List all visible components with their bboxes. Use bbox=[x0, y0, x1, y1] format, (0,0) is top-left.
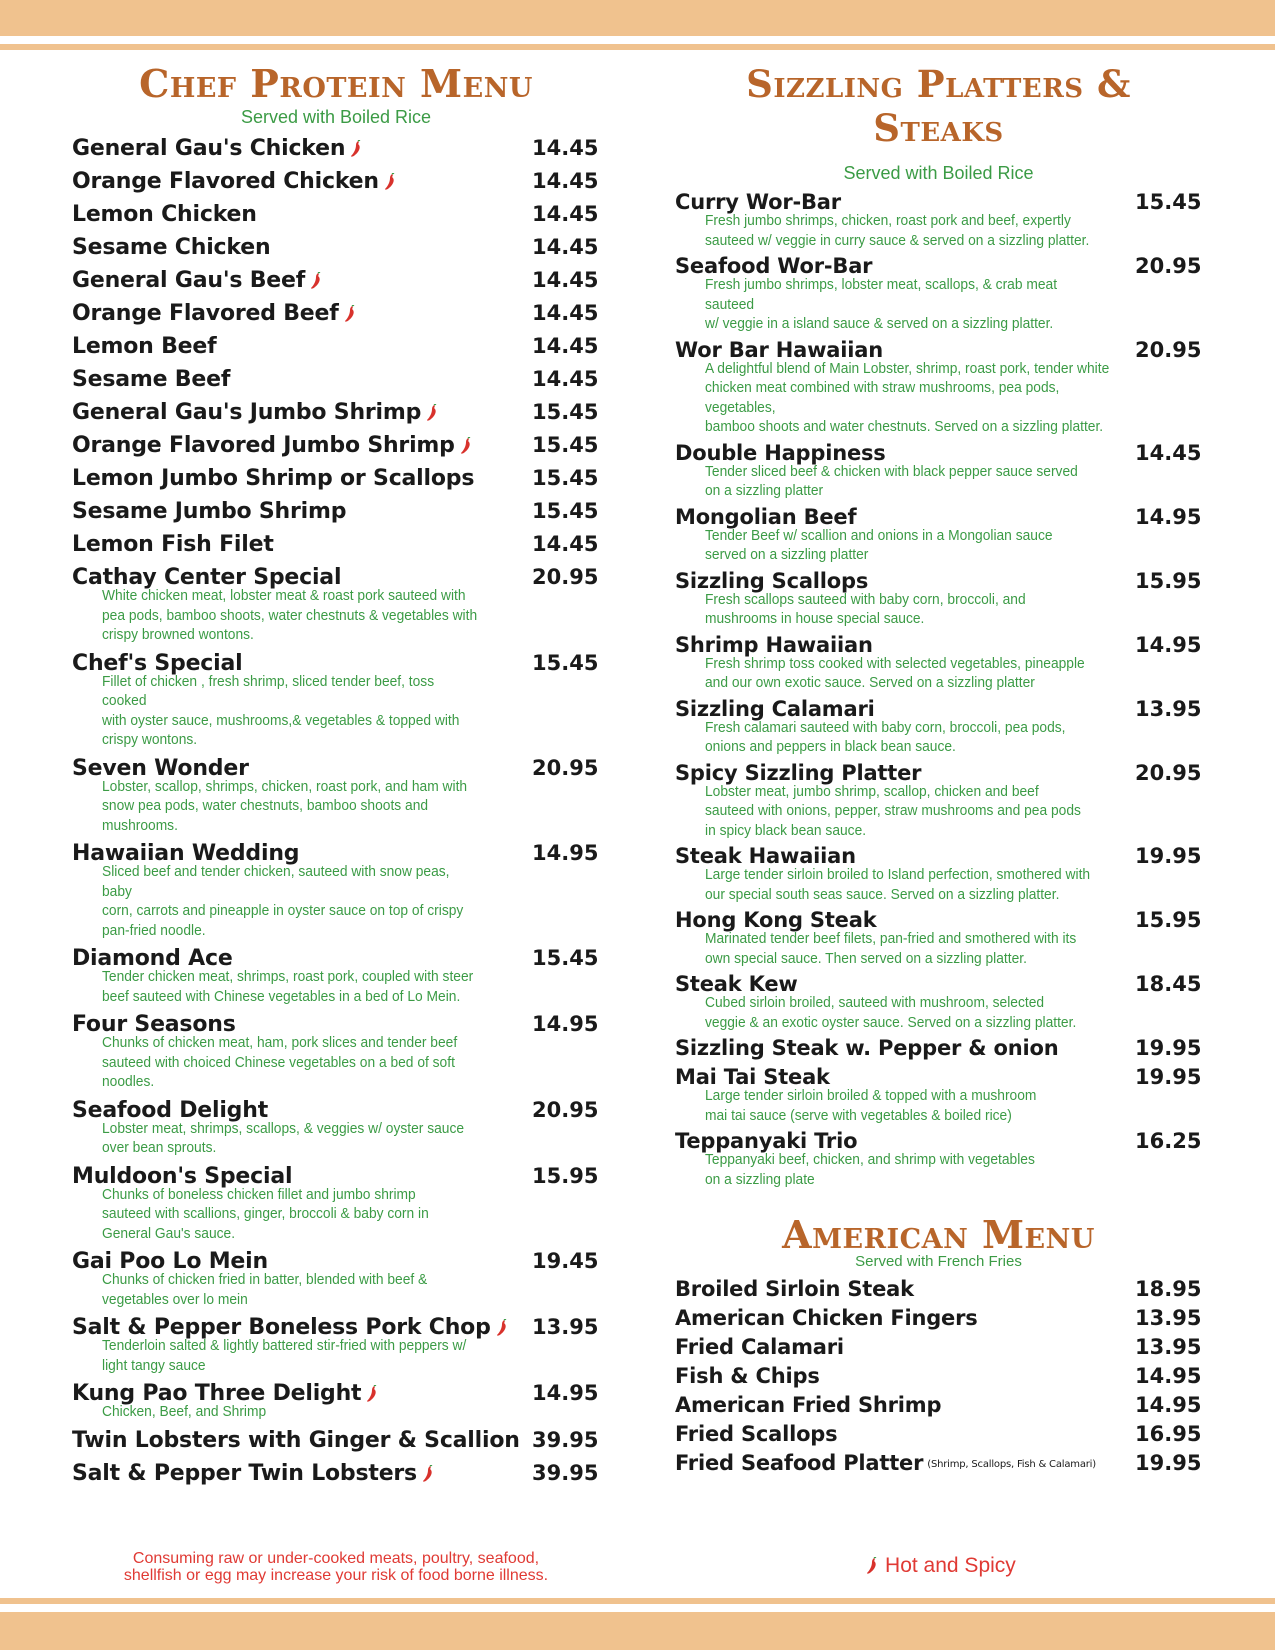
menu-item-name-text: Steak Kew bbox=[675, 972, 798, 996]
menu-item-price: 18.95 bbox=[1135, 1277, 1202, 1301]
menu-item-name-text: Shrimp Hawaiian bbox=[675, 632, 873, 657]
menu-item-name-text: Muldoon's Special bbox=[72, 1163, 293, 1189]
chili-pepper-icon bbox=[343, 305, 357, 323]
menu-item-price: 15.45 bbox=[532, 946, 599, 970]
menu-item-name bbox=[72, 1457, 435, 1490]
menu-item-price: 14.45 bbox=[532, 268, 599, 292]
menu-item-description: A delightful blend of Main Lobster, shrimp, roast pork, tender white chicken meat combined with straw mushrooms, pea pods, vegetables, bamboo shoots and water chestnuts. Served on a sizzling platter. bbox=[705, 359, 1110, 435]
menu-item-row bbox=[675, 1034, 1202, 1063]
menu-item-name bbox=[675, 1333, 844, 1362]
menu-item-note: (Shrimp, Scallops, Fish & Calamari) bbox=[927, 1458, 1096, 1470]
menu-item-price: 39.95 bbox=[532, 1427, 599, 1452]
menu-item bbox=[675, 970, 1202, 1034]
chili-pepper-icon bbox=[459, 437, 473, 455]
menu-item-name-text: Fried Scallops bbox=[675, 1422, 838, 1446]
menu-item-name-text: Lemon Chicken bbox=[72, 202, 257, 227]
chili-pepper-icon bbox=[425, 404, 439, 422]
top-border-band bbox=[0, 0, 1275, 36]
menu-item-name bbox=[675, 1391, 941, 1420]
menu-item bbox=[675, 439, 1202, 503]
menu-item bbox=[675, 695, 1202, 759]
menu-item-price: 14.95 bbox=[532, 1012, 599, 1036]
menu-item-price: 14.45 bbox=[532, 301, 599, 325]
menu-item-name-text: Seven Wonder bbox=[72, 755, 249, 781]
menu-item-row bbox=[72, 1424, 600, 1457]
menu-item-name-text: Seafood Wor-Bar bbox=[675, 254, 873, 278]
menu-item-price: 14.95 bbox=[532, 1381, 599, 1405]
menu-item-price: 15.95 bbox=[1135, 568, 1202, 593]
menu-item bbox=[72, 330, 600, 363]
menu-item-description: Fresh shrimp toss cooked with selected vegetables, pineapple and our own exotic sauce. Served on a sizzling platter bbox=[705, 654, 1085, 691]
menu-item-description: Fresh jumbo shrimps, chicken, roast pork and beef, expertly sauteed w/ veggie in curry sauce & served on a sizzling platter. bbox=[705, 212, 1090, 249]
menu-item-price: 13.95 bbox=[1135, 1335, 1202, 1359]
menu-item-name bbox=[72, 363, 230, 396]
menu-item-name-text: Orange Flavored Chicken bbox=[72, 169, 379, 194]
menu-item bbox=[72, 1160, 600, 1246]
menu-item bbox=[675, 1449, 1202, 1479]
menu-item-name-text: Diamond Ace bbox=[72, 946, 233, 971]
menu-item bbox=[675, 503, 1202, 567]
menu-item bbox=[675, 336, 1202, 439]
menu-item-name-text: Sizzling Calamari bbox=[675, 696, 875, 721]
menu-item-description: Large tender sirloin broiled & topped with a mushroom mai tai sauce (serve with vegetables & boiled rice) bbox=[705, 1087, 1037, 1124]
menu-item-name-text: Gai Poo Lo Mein bbox=[72, 1249, 268, 1274]
menu-item-row bbox=[72, 231, 600, 264]
menu-item-price: 14.95 bbox=[532, 841, 599, 865]
menu-item-row bbox=[72, 363, 600, 396]
menu-item bbox=[72, 1311, 600, 1377]
menu-item-name-text: Fish & Chips bbox=[675, 1364, 820, 1388]
menu-item-row bbox=[72, 132, 600, 165]
menu-item-name-text: American Fried Shrimp bbox=[675, 1393, 942, 1417]
menu-item bbox=[72, 1008, 600, 1094]
menu-item bbox=[72, 231, 600, 264]
menu-item-description: Tender Beef w/ scallion and onions in a Mongolian sauce served on a sizzling platter bbox=[705, 526, 1053, 563]
menu-item-description: Fillet of chicken , fresh shrimp, sliced tender beef, toss cooked with oyster sauce, mushrooms,& vegetables & topped with crispy wontons. bbox=[102, 672, 460, 748]
menu-item bbox=[72, 462, 600, 495]
spicy-legend bbox=[675, 1553, 1202, 1579]
menu-item-price: 20.95 bbox=[1135, 760, 1202, 785]
sizzling-subtitle: Served with Boiled Rice bbox=[843, 163, 1034, 183]
menu-item-price: 15.45 bbox=[532, 650, 599, 675]
menu-item bbox=[72, 264, 600, 297]
menu-item bbox=[675, 1362, 1202, 1391]
menu-item-name-text: Sizzling Steak w. Pepper & onion bbox=[675, 1036, 1059, 1060]
menu-item-description: Fresh scallops sauteed with baby corn, broccoli, and mushrooms in house special sauce. bbox=[705, 590, 1026, 627]
menu-item-price: 14.95 bbox=[1135, 504, 1202, 529]
menu-item-price: 18.45 bbox=[1135, 972, 1202, 996]
chef-protein-column bbox=[72, 62, 600, 1490]
menu-item-price: 15.45 bbox=[1135, 190, 1202, 214]
menu-item-name-text: Wor Bar Hawaiian bbox=[675, 337, 883, 362]
menu-item-price: 14.45 bbox=[532, 235, 599, 259]
menu-item-price: 14.95 bbox=[1135, 1393, 1202, 1417]
menu-item-price: 14.45 bbox=[532, 367, 599, 391]
menu-item bbox=[675, 1063, 1202, 1127]
menu-item bbox=[72, 752, 600, 838]
chili-pepper-icon bbox=[349, 140, 363, 158]
menu-item-description: Tender sliced beef & chicken with black pepper sauce served on a sizzling platter bbox=[705, 462, 1078, 499]
menu-item bbox=[675, 1034, 1202, 1063]
menu-item-row bbox=[72, 198, 600, 231]
menu-item-row bbox=[72, 429, 600, 462]
menu-item-name bbox=[72, 132, 363, 165]
menu-item bbox=[675, 1275, 1202, 1304]
menu-item-name-text: Broiled Sirloin Steak bbox=[675, 1277, 914, 1301]
menu-item-price: 14.45 bbox=[532, 136, 599, 160]
menu-item-price: 14.95 bbox=[1135, 1364, 1202, 1388]
menu-item-price: 16.25 bbox=[1135, 1129, 1202, 1153]
menu-item-description: Lobster meat, shrimps, scallops, & veggies w/ oyster sauce over bean sprouts. bbox=[102, 1119, 465, 1156]
menu-item-name bbox=[72, 198, 257, 231]
menu-item-price: 15.95 bbox=[1135, 908, 1202, 932]
menu-item-name-text: Double Happiness bbox=[675, 440, 886, 465]
sizzling-title: Sizzling Platters & Steaks bbox=[746, 62, 1131, 150]
menu-item-description: Marinated tender beef filets, pan-fried and smothered with its own special sauce. Then served on a sizzling platter. bbox=[705, 930, 1077, 967]
menu-item-price: 13.95 bbox=[532, 1315, 599, 1339]
menu-item bbox=[72, 528, 600, 561]
menu-item-name-text: Teppanyaki Trio bbox=[675, 1129, 858, 1153]
menu-item-name bbox=[675, 1420, 837, 1449]
menu-item-name bbox=[675, 1304, 978, 1333]
menu-item bbox=[675, 631, 1202, 695]
menu-item-name bbox=[72, 495, 346, 528]
menu-item-name-text: Fried Calamari bbox=[675, 1335, 844, 1359]
menu-item-name-text: Sesame Jumbo Shrimp bbox=[72, 499, 347, 524]
american-menu-section bbox=[675, 1213, 1202, 1479]
menu-item-description: Large tender sirloin broiled to Island perfection, smothered with our special south seas sauce. Served on a sizzling platter. bbox=[705, 866, 1091, 903]
menu-item-price: 19.95 bbox=[1135, 1451, 1202, 1475]
bottom-border-band bbox=[0, 1612, 1275, 1650]
menu-item-name-text: Hawaiian Wedding bbox=[72, 841, 300, 866]
menu-item-name bbox=[72, 297, 357, 330]
menu-item-name-text: Spicy Sizzling Platter bbox=[675, 760, 922, 785]
menu-item-description: Chunks of chicken fried in batter, blended with beef & vegetables over lo mein bbox=[102, 1271, 428, 1308]
menu-item-price: 15.45 bbox=[532, 400, 599, 424]
american-menu-subtitle: Served with French Fries bbox=[855, 1253, 1022, 1270]
menu-item-description: Lobster meat, jumbo shrimp, scallop, chicken and beef sauteed with onions, pepper, straw mushrooms and pea pods in spicy black bean sauce. bbox=[705, 782, 1081, 839]
menu-item-name-text: Twin Lobsters with Ginger & Scallion bbox=[72, 1427, 520, 1453]
menu-item-name-text: Salt & Pepper Boneless Pork Chop bbox=[72, 1315, 491, 1340]
menu-item bbox=[72, 1457, 600, 1490]
menu-item-price: 19.45 bbox=[532, 1249, 599, 1273]
menu-item-name-text: Orange Flavored Jumbo Shrimp bbox=[72, 433, 455, 458]
menu-item bbox=[675, 1304, 1202, 1333]
menu-item-description: Chicken, Beef, and Shrimp bbox=[102, 1403, 267, 1420]
menu-item bbox=[675, 842, 1202, 906]
menu-item-row bbox=[675, 1333, 1202, 1362]
menu-item-row bbox=[72, 297, 600, 330]
sizzling-items bbox=[675, 188, 1202, 1191]
menu-item-row bbox=[675, 1391, 1202, 1420]
menu-item bbox=[675, 567, 1202, 631]
menu-item-name-text: Mongolian Beef bbox=[675, 504, 857, 529]
menu-item-price: 16.95 bbox=[1135, 1422, 1202, 1446]
menu-item-price: 14.45 bbox=[532, 202, 599, 226]
food-safety-warning: Consuming raw or under-cooked meats, poultry, seafood, shellfish or egg may increase your risk of food borne illness. bbox=[123, 1550, 549, 1584]
menu-item-price: 20.95 bbox=[532, 565, 599, 589]
menu-item bbox=[72, 165, 600, 198]
menu-item-price: 14.95 bbox=[1135, 632, 1202, 657]
menu-item-row bbox=[675, 1449, 1202, 1479]
menu-item bbox=[72, 1424, 600, 1457]
menu-item-name bbox=[675, 1449, 1096, 1479]
menu-item bbox=[72, 1377, 600, 1424]
menu-item-name bbox=[675, 1034, 1058, 1063]
chef-protein-title: Chef Protein Menu bbox=[139, 61, 533, 106]
menu-item-row bbox=[675, 1420, 1202, 1449]
menu-item-description: Chunks of chicken meat, ham, pork slices and tender beef sauteed with choiced Chinese vegetables on a bed of soft noodles. bbox=[102, 1034, 458, 1090]
menu-item bbox=[675, 1420, 1202, 1449]
menu-item-price: 19.95 bbox=[1135, 844, 1202, 868]
menu-item-row bbox=[72, 528, 600, 561]
menu-item-name-text: General Gau's Chicken bbox=[72, 136, 346, 161]
menu-item-row bbox=[72, 1457, 600, 1490]
chili-pepper-icon bbox=[383, 173, 397, 191]
sizzling-column bbox=[675, 62, 1202, 1479]
menu-item-name bbox=[72, 462, 474, 495]
menu-item-row bbox=[72, 165, 600, 198]
menu-item-price: 39.95 bbox=[532, 1460, 599, 1485]
menu-item-price: 20.95 bbox=[1135, 254, 1202, 278]
menu-item-row bbox=[675, 1304, 1202, 1333]
menu-item bbox=[675, 906, 1202, 970]
chili-pepper-icon bbox=[365, 1385, 379, 1403]
menu-item-name-text: General Gau's Jumbo Shrimp bbox=[72, 400, 422, 425]
menu-item bbox=[72, 837, 600, 942]
chili-pepper-icon bbox=[421, 1465, 435, 1483]
menu-item-row bbox=[72, 462, 600, 495]
menu-item-name bbox=[675, 1362, 820, 1391]
menu-item-name bbox=[72, 1424, 520, 1457]
menu-item-name bbox=[72, 264, 323, 297]
menu-item bbox=[675, 1333, 1202, 1362]
menu-item-name bbox=[72, 429, 473, 462]
menu-item-name-text: Four Seasons bbox=[72, 1012, 236, 1037]
menu-item-name bbox=[72, 231, 270, 264]
menu-item-name-text: Lemon Jumbo Shrimp or Scallops bbox=[72, 466, 475, 491]
menu-item bbox=[72, 1245, 600, 1311]
menu-item-name-text: Lemon Beef bbox=[72, 334, 217, 359]
menu-item bbox=[72, 495, 600, 528]
menu-item-name-text: American Chicken Fingers bbox=[675, 1306, 978, 1330]
menu-item bbox=[72, 647, 600, 752]
menu-item-price: 20.95 bbox=[532, 1097, 599, 1122]
menu-item-price: 20.95 bbox=[1135, 337, 1202, 362]
chef-protein-subtitle: Served with Boiled Rice bbox=[240, 107, 432, 127]
menu-item bbox=[72, 297, 600, 330]
menu-item bbox=[72, 396, 600, 429]
menu-item-name-text: Salt & Pepper Twin Lobsters bbox=[72, 1460, 417, 1486]
menu-item-name-text: Fried Seafood Platter bbox=[675, 1451, 924, 1475]
menu-item bbox=[675, 1391, 1202, 1420]
menu-item-row bbox=[675, 1275, 1202, 1304]
menu-item-description: Tenderloin salted & lightly battered stir-fried with peppers w/ light tangy sauce bbox=[102, 1337, 467, 1374]
menu-item-description: Fresh calamari sauteed with baby corn, broccoli, pea pods, onions and peppers in black bean sauce. bbox=[705, 718, 1066, 755]
menu-item-price: 15.45 bbox=[532, 499, 599, 523]
bottom-border-stripe bbox=[0, 1598, 1275, 1604]
menu-item-price: 19.95 bbox=[1135, 1036, 1202, 1060]
menu-item-name-text: Sesame Beef bbox=[72, 367, 231, 392]
chef-protein-items bbox=[72, 132, 600, 1490]
menu-item-name-text: Kung Pao Three Delight bbox=[72, 1381, 362, 1406]
menu-item-description: Tender chicken meat, shrimps, roast pork, coupled with steer beef sauteed with Chinese vegetables in a bed of Lo Mein. bbox=[102, 968, 474, 1005]
menu-item bbox=[72, 132, 600, 165]
top-border-stripe bbox=[0, 44, 1275, 50]
chili-pepper-icon bbox=[309, 272, 323, 290]
chili-pepper-icon bbox=[865, 1557, 879, 1575]
menu-item bbox=[675, 252, 1202, 336]
chili-pepper-icon bbox=[495, 1319, 509, 1337]
menu-item-price: 14.45 bbox=[1135, 440, 1202, 465]
menu-item-price: 14.45 bbox=[532, 334, 599, 358]
menu-item-row bbox=[72, 264, 600, 297]
menu-item bbox=[72, 429, 600, 462]
american-menu-items bbox=[675, 1275, 1202, 1479]
menu-item-name-text: Sizzling Scallops bbox=[675, 568, 869, 593]
menu-item-price: 14.45 bbox=[532, 532, 599, 556]
menu-item-name bbox=[72, 396, 439, 429]
menu-item-name-text: Seafood Delight bbox=[72, 1097, 269, 1123]
menu-item-description: Teppanyaki beef, chicken, and shrimp with vegetables on a sizzling plate bbox=[705, 1151, 1035, 1188]
menu-item-name-text: Lemon Fish Filet bbox=[72, 532, 274, 557]
menu-item-price: 13.95 bbox=[1135, 696, 1202, 721]
menu-item-price: 13.95 bbox=[1135, 1306, 1202, 1330]
menu-item-row bbox=[72, 330, 600, 363]
menu-item-name-text: Sesame Chicken bbox=[72, 235, 271, 260]
menu-item-name-text: Steak Hawaiian bbox=[675, 844, 856, 868]
menu-item-price: 20.95 bbox=[532, 755, 599, 780]
menu-item bbox=[675, 1127, 1202, 1191]
menu-item-name-text: Curry Wor-Bar bbox=[675, 190, 841, 214]
menu-item bbox=[675, 188, 1202, 252]
menu-item-name-text: Orange Flavored Beef bbox=[72, 301, 339, 326]
menu-item bbox=[675, 759, 1202, 843]
menu-item-name-text: Hong Kong Steak bbox=[675, 908, 877, 932]
menu-item bbox=[72, 198, 600, 231]
menu-item-row bbox=[72, 495, 600, 528]
menu-item bbox=[72, 561, 600, 647]
american-menu-title: American Menu bbox=[782, 1212, 1095, 1257]
menu-item-name bbox=[675, 1275, 914, 1304]
menu-item-name bbox=[72, 330, 216, 363]
menu-item-description: Sliced beef and tender chicken, sauteed with snow peas, baby corn, carrots and pineapple in oyster sauce on top of crispy pan-fried noodle. bbox=[102, 863, 464, 939]
menu-item-price: 15.45 bbox=[532, 466, 599, 490]
menu-item-description: Lobster, scallop, shrimps, chicken, roast pork, and ham with snow pea pods, water chestnuts, bamboo shoots and mushrooms. bbox=[102, 777, 468, 834]
menu-item-description: Cubed sirloin broiled, sauteed with mushroom, selected veggie & an exotic oyster sauce. Served on a sizzling platter. bbox=[705, 994, 1077, 1031]
menu-item-name-text: Cathay Center Special bbox=[72, 565, 342, 590]
menu-item-description: Chunks of boneless chicken fillet and jumbo shrimp sauteed with scallions, ginger, broccoli & baby corn in General Gau's sauce. bbox=[102, 1185, 429, 1242]
menu-item-price: 15.45 bbox=[532, 433, 599, 457]
menu-item-description: White chicken meat, lobster meat & roast pork sauteed with pea pods, bamboo shoots, water chestnuts & vegetables with crispy browned wontons. bbox=[102, 587, 478, 643]
menu-item-price: 15.95 bbox=[532, 1163, 599, 1188]
menu-item bbox=[72, 363, 600, 396]
menu-item-name-text: Chef's Special bbox=[72, 650, 243, 676]
menu-item-name bbox=[72, 528, 274, 561]
menu-item bbox=[72, 942, 600, 1008]
menu-item-row bbox=[72, 396, 600, 429]
menu-item-description: Fresh jumbo shrimps, lobster meat, scallops, & crab meat sauteed w/ veggie in a island sauce & served on a sizzling platter. bbox=[705, 276, 1058, 332]
menu-item bbox=[72, 1094, 600, 1160]
menu-item-price: 19.95 bbox=[1135, 1065, 1202, 1089]
menu-item-name bbox=[72, 165, 397, 198]
menu-item-name-text: Mai Tai Steak bbox=[675, 1065, 830, 1089]
menu-item-row bbox=[675, 1362, 1202, 1391]
menu-item-name-text: General Gau's Beef bbox=[72, 268, 306, 293]
spicy-legend-label: Hot and Spicy bbox=[885, 1554, 1016, 1577]
menu-item-price: 14.45 bbox=[532, 169, 599, 193]
